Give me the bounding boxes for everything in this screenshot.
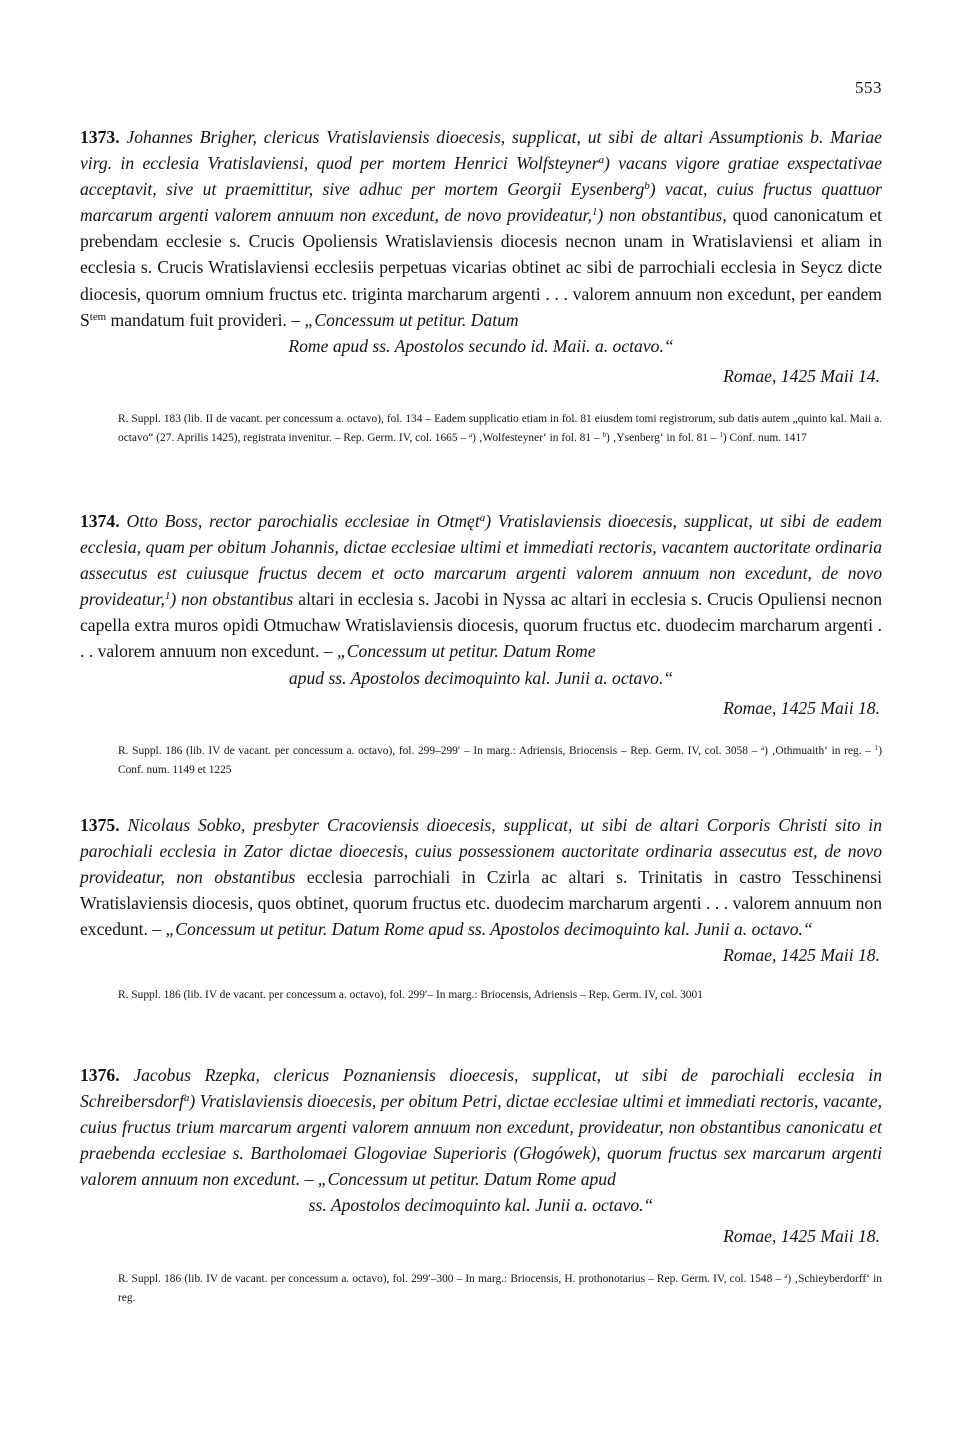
entry-1374: [80, 508, 882, 781]
entry-number: 1374.: [80, 511, 120, 531]
entry-date: Romae, 1425 Maii 18.: [723, 945, 880, 966]
page-number: 553: [855, 78, 882, 97]
entry-1376: [80, 1062, 882, 1309]
centered-date-clause: Rome apud ss. Apostolos secundo id. Maii. a. octavo.“: [288, 335, 674, 356]
entry-text: 1375. Nicolaus Sobko, presbyter Cracoviensis dioecesis, supplicat, ut sibi de altari Corporis Christi sito in parochiali ecclesia in Zator dictae dioecesis, cuius possessionem auctoritate ordinaria assecutus est, de novo provideatur, non obstantibus ecclesia parrochiali in Czirla ac altari s. Trinitatis in castro Tesschinensi Wratislaviensis diocesis, quos obtinet, quorum fructus etc. duodecim marcharum argenti . . . valorem annuum non excedunt. – „Concessum ut petitur. Datum Rome apud ss. Apostolos decimoquinto kal. Junii a. octavo.“: [80, 815, 882, 940]
entry-date: Romae, 1425 Maii 18.: [723, 1225, 880, 1246]
entry-number: 1375.: [80, 815, 120, 835]
entry-date: Romae, 1425 Maii 18.: [723, 697, 880, 718]
entry-date: Romae, 1425 Maii 14.: [723, 365, 880, 386]
entry-1373: [80, 124, 882, 449]
entry-notes: R. Suppl. 183 (lib. II de vacant. per concessum a. octavo), fol. 134 – Eadem supplicatio etiam in fol. 81 eiusdem tomi registrorum, sub datis autem „quinto kal. Maii a. octavo“ (27. Aprilis 1425), registrata invenitur. – Rep. Germ. IV, col. 1665 – $^a$) ‚Wolfesteyner‘ in fol. 81 – $^b$) ‚Ysenberg‘ in fol. 81 – $^1$) Conf. num. 1417: [118, 412, 882, 445]
entry-text: 1374. Otto Boss, rector parochialis ecclesiae in Otmęt$^a$) Vratislaviensis dioecesis, supplicat, ut sibi de eadem ecclesia, quam per obitum Johannis, dictae ecclesiae ultimi et immediati rectoris, vacantem auctoritate ordinaria assecutus est cuiusque fructus decem et octo marcarum argenti valorem annuum non excedunt, de novo provideatur,$^1$) non obstantibus altari in ecclesia s. Jacobi in Nyssa ac altari in ecclesia s. Crucis Opuliensi necnon capella extra muros opidi Otmuchaw Wratislaviensis diocesis, quorum fructus etc. duodecim marcharum argenti . . . valorem annuum non excedunt. – „Concessum ut petitur. Datum Rome apud ss. Apostolos decimoquinto kal. Junii a. octavo.“: [80, 508, 882, 691]
entry-notes: R. Suppl. 186 (lib. IV de vacant. per concessum a. octavo), fol. 299′– In marg.: Briocensis, Adriensis – Rep. Germ. IV, col. 3001: [118, 989, 703, 1002]
entry-notes: R. Suppl. 186 (lib. IV de vacant. per concessum a. octavo), fol. 299–299′ – In marg.: Adriensis, Briocensis – Rep. Germ. IV, col. 3058 – $^a$) ‚Othmuaith‘ in reg. – $^1$) Conf. num. 1149 et 1225: [118, 743, 882, 777]
entry-text: 1376. Jacobus Rzepka, clericus Poznaniensis dioecesis, supplicat, ut sibi de parochiali ecclesia in Schreibersdorf$^a$) Vratislaviensis dioecesis, per obitum Petri, dictae ecclesiae ultimi et immediati rectoris, vacante, cuius fructus trium marcarum argenti valorem annuum non excedunt, provideatur, non obstantibus canonicatu et praebenda ecclesiae s. Bartholomaei Glogoviae Superioris (Głogówek), quorum fructus sex marcarum argenti valorem annuum non excedunt. – „Concessum ut petitur. Datum Rome apud ss. Apostolos decimoquinto kal. Junii a. octavo.“: [80, 1062, 882, 1219]
entry-notes: R. Suppl. 186 (lib. IV de vacant. per concessum a. octavo), fol. 299′–300 – In marg.: Briocensis, H. prothonotarius – Rep. Germ. IV, col. 1548 – $^a$) ‚Schieyberdorff‘ in reg.: [118, 1271, 882, 1305]
entry-number: 1373.: [80, 127, 120, 147]
centered-date-clause: ss. Apostolos decimoquinto kal. Junii a. octavo.“: [308, 1195, 654, 1216]
entry-text: 1373. Johannes Brigher, clericus Vratislaviensis dioecesis, supplicat, ut sibi de altari Assumptionis b. Mariae virg. in ecclesia Vratislaviensi, quod per mortem Henrici Wolfsteyner$^a$) vacans vigore gratiae exspectativae acceptavit, sive ut praemittitur, sive adhuc per mortem Georgii Eysenberg$^b$) vacat, cuius fructus quattuor marcarum argenti valorem annuum non excedunt, de novo provideatur,$^1$) non obstantibus, quod canonicatum et prebendam ecclesie s. Crucis Opoliensis Wratislaviensis diocesis necnon unam in Wratislaviensi et aliam in ecclesia s. Crucis Wratislaviensi ecclesiis perpetuas vicarias obtinet ac sibi de parrochiali ecclesia in Seycz dicte diocesis, quorum omnium fructus etc. triginta marcharum argenti . . . valorem annuum non excedunt, per eandem $S^{tem}$ mandatum fuit provideri. – „Concessum ut petitur. Datum Rome apud ss. Apostolos secundo id. Maii. a. octavo.“: [80, 124, 882, 359]
entry-1375: [80, 812, 882, 1006]
centered-date-clause: apud ss. Apostolos decimoquinto kal. Junii a. octavo.“: [288, 667, 674, 688]
entry-number: 1376.: [80, 1065, 120, 1085]
